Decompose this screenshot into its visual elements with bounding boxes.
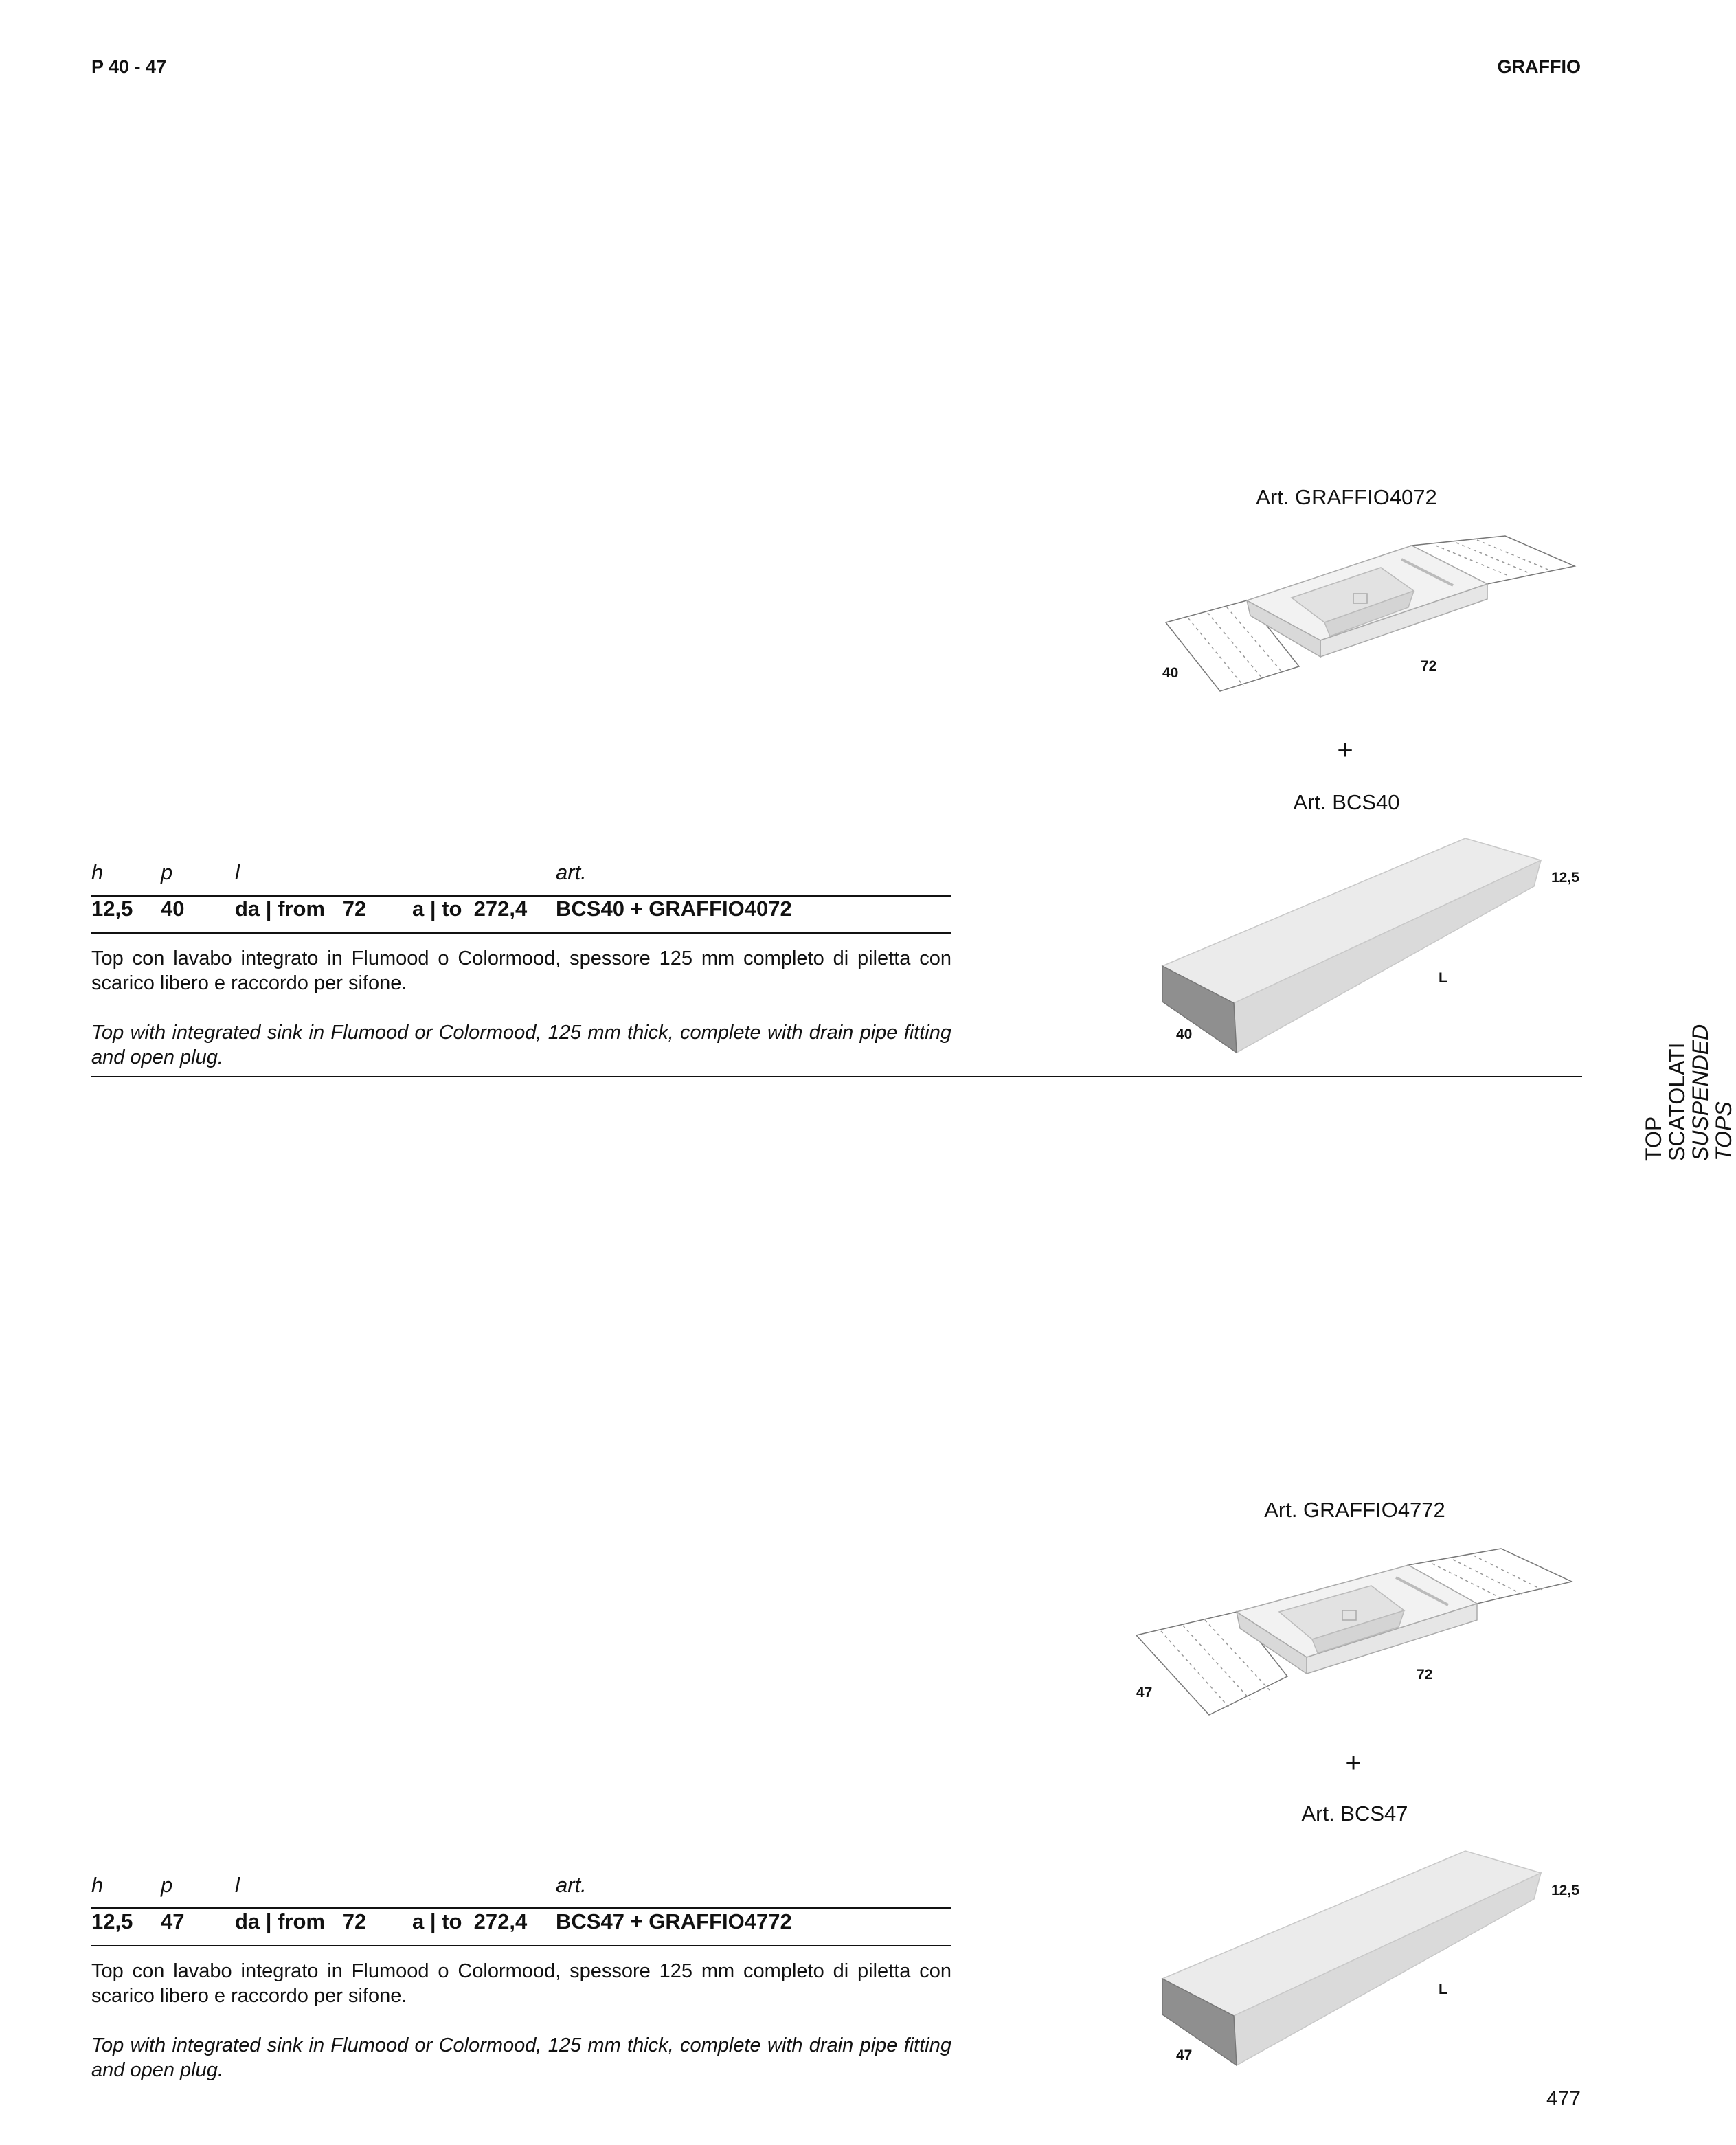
base-depth-dimension: 47: [1176, 2047, 1193, 2063]
column-p: p: [161, 1873, 173, 1897]
value-to: a | to 272,4: [412, 897, 528, 921]
sink-article-label: Art. GRAFFIO4772: [1264, 1498, 1445, 1522]
section-divider: [91, 1076, 1582, 1077]
table-row: [91, 897, 951, 932]
value-h: 12,5: [91, 897, 133, 921]
table-row: [91, 1909, 951, 1945]
base-depth-dimension: 40: [1176, 1026, 1193, 1042]
value-p: 40: [161, 897, 185, 921]
column-p: p: [161, 860, 173, 884]
sink-width-dimension: 72: [1417, 1667, 1433, 1683]
sink-article-label: Art. GRAFFIO4072: [1256, 485, 1437, 509]
base-height-dimension: 12,5: [1551, 1883, 1579, 1898]
side-tab: [1642, 1024, 1735, 1161]
base-top-drawing: [1160, 1844, 1544, 2071]
description-english: Top with integrated sink in Flumood or Colormood, 125 mm thick, complete with drain pipe fitting and open plug.: [91, 2034, 951, 2081]
side-tab-english: SUSPENDED TOPS: [1688, 1024, 1736, 1161]
plus-sign: +: [1345, 1748, 1362, 1778]
sink-drawing: [1127, 1535, 1573, 1727]
table-rule: [91, 1945, 951, 1946]
sink-depth-dimension: 47: [1136, 1685, 1153, 1700]
base-height-dimension: 12,5: [1551, 870, 1579, 886]
sink-depth-dimension: 40: [1162, 665, 1179, 681]
sink-drawing: [1147, 522, 1587, 715]
column-l: l: [235, 860, 240, 884]
sink-width-dimension: 72: [1421, 658, 1437, 674]
brand-name: GRAFFIO: [1497, 56, 1581, 77]
column-art: art.: [556, 1873, 587, 1897]
value-from: da | from 72: [235, 897, 367, 921]
value-h: 12,5: [91, 1909, 133, 1933]
page-number: 477: [1546, 2087, 1581, 2110]
base-top-drawing: [1160, 831, 1544, 1058]
value-to: a | to 272,4: [412, 1909, 528, 1933]
plus-sign: +: [1337, 735, 1353, 765]
column-l: l: [235, 1873, 240, 1897]
description-italian: Top con lavabo integrato in Flumood o Colormood, spessore 125 mm completo di piletta con scarico libero e raccordo per sifone.: [91, 1960, 951, 2007]
base-length-dimension: L: [1439, 970, 1447, 986]
spec-table: [91, 860, 951, 1070]
column-h: h: [91, 1873, 104, 1897]
description-english: Top with integrated sink in Flumood or Colormood, 125 mm thick, complete with drain pipe fitting and open plug.: [91, 1022, 951, 1068]
base-article-label: Art. BCS40: [1293, 790, 1400, 814]
value-p: 47: [161, 1909, 185, 1933]
page-reference: P 40 - 47: [91, 56, 167, 77]
column-h: h: [91, 860, 104, 884]
spec-table: [91, 1873, 951, 2082]
table-rule: [91, 932, 951, 934]
column-art: art.: [556, 860, 587, 884]
side-tab-italian: TOP SCATOLATI: [1641, 1042, 1689, 1161]
value-article: BCS40 + GRAFFIO4072: [556, 897, 792, 921]
base-article-label: Art. BCS47: [1301, 1801, 1408, 1826]
description-italian: Top con lavabo integrato in Flumood o Colormood, spessore 125 mm completo di piletta con scarico libero e raccordo per sifone.: [91, 947, 951, 994]
base-length-dimension: L: [1439, 1981, 1447, 1997]
value-article: BCS47 + GRAFFIO4772: [556, 1909, 792, 1933]
value-from: da | from 72: [235, 1909, 367, 1933]
